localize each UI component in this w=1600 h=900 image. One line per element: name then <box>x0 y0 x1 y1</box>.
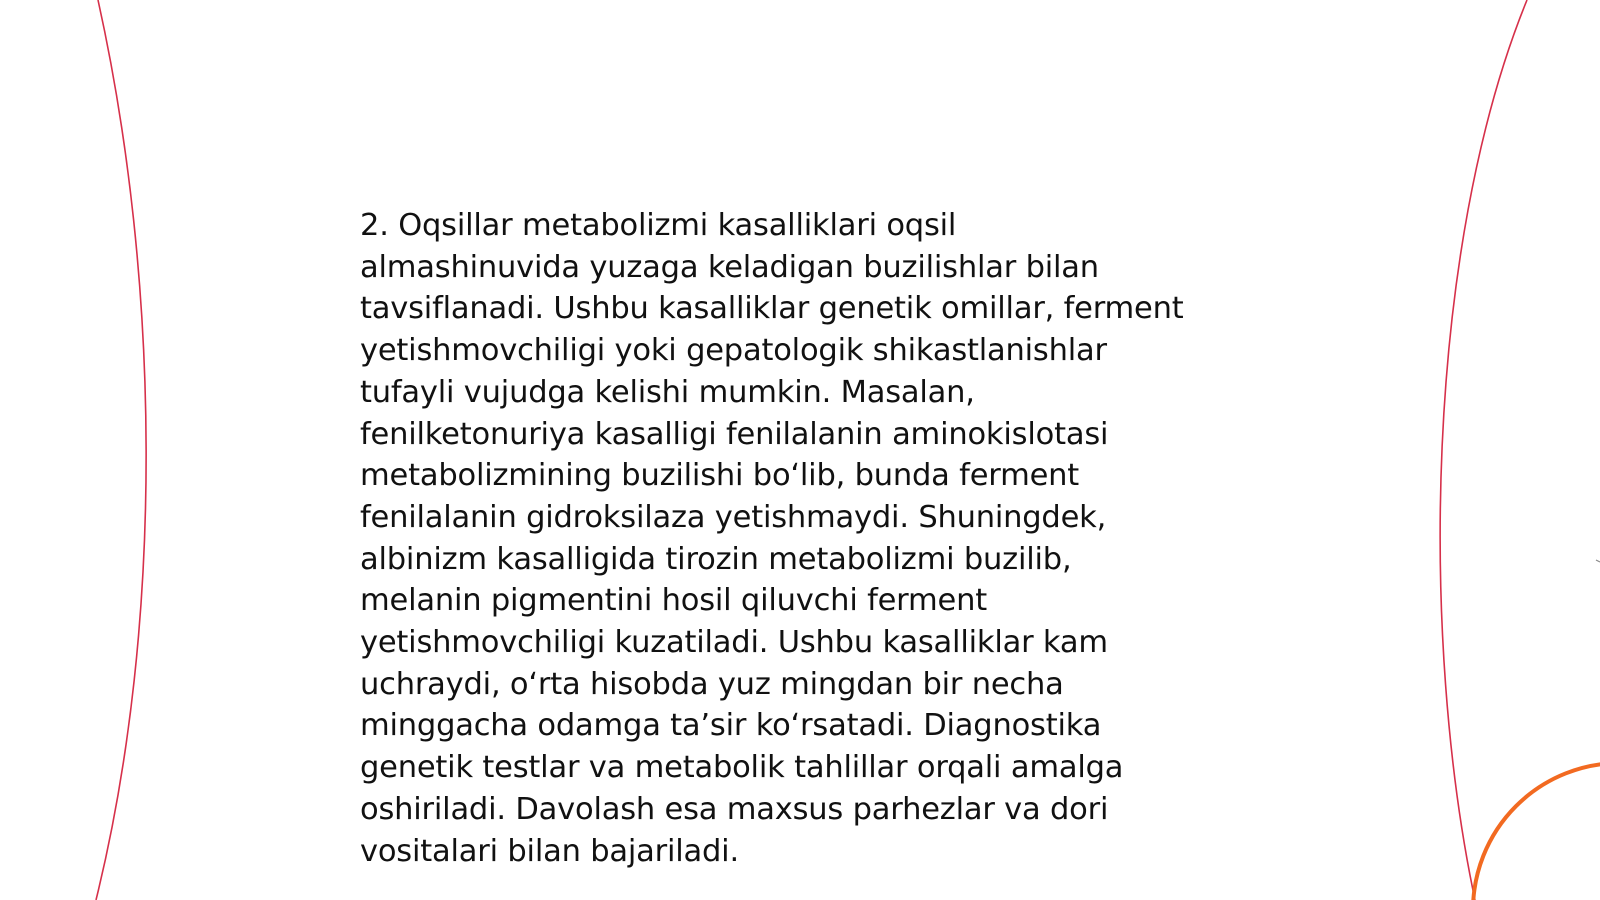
left-red-arc <box>96 0 146 900</box>
body-paragraph: 2. Oqsillar metabolizmi kasalliklari oqsil almashinuvida yuzaga keladigan buzilishlar bilan tavsiflanadi. Ushbu kasalliklar genetik omillar, ferment yetishmovchiligi yoki gepatologik shikastlanishlar tufayli vujudga kelishi mumkin. Masalan, fenilketonuriya kasalligi fenilalanin aminokislotasi metabolizmining buzilishi boʻlib, bunda ferment fenilalanin gidroksilaza yetishmaydi. Shuningdek, albinizm kasalligida tirozin metabolizmi buzilib, melanin pigmentini hosil qiluvchi ferment yetishmovchiligi kuzatiladi. Ushbu kasalliklar kam uchraydi, oʻrta hisobda yuz mingdan bir necha minggacha odamga taʼsir koʻrsatadi. Diagnostika genetik testlar va metabolik tahlillar orqali amalga oshiriladi. Davolash esa maxsus parhezlar va dori vositalari bilan bajariladi. <box>360 208 1184 869</box>
right-edge-tick <box>1596 560 1600 562</box>
bottom-right-orange-ring <box>1473 763 1600 900</box>
right-red-arc <box>1440 0 1527 900</box>
